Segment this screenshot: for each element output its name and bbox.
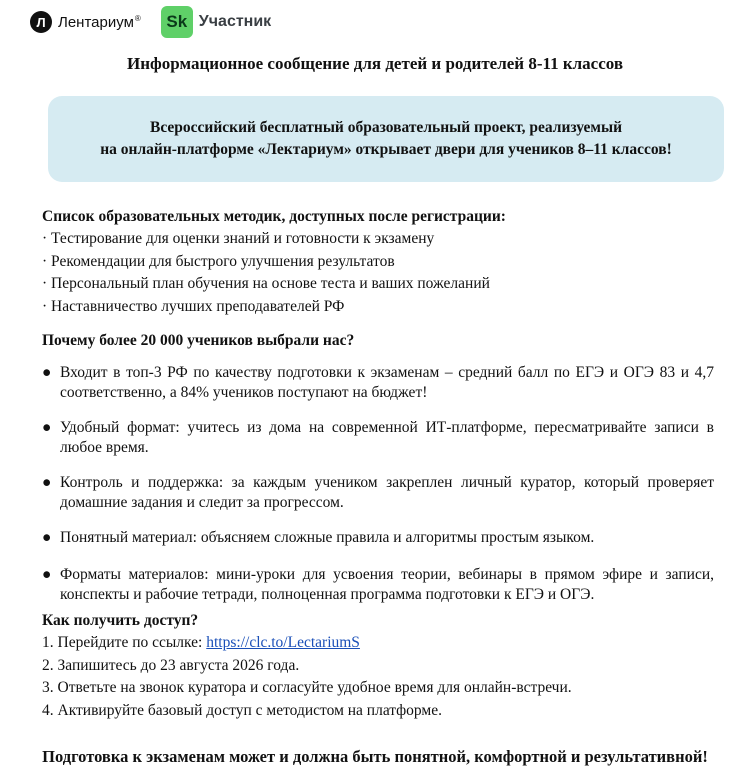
why-item: ● Форматы материалов: мини-уроки для усвоения теории, вебинары в прямом эфире и записи, конспекты и рабочие тетради, полноценная программа подготовки к ЕГЭ и ОГЭ. — [42, 566, 714, 603]
page-title: Информационное сообщение для детей и родителей 8-11 классов — [127, 54, 623, 73]
methods-item: · Рекомендации для быстрого улучшения результатов — [42, 252, 395, 270]
bullet-icon: ● — [42, 419, 52, 436]
header-logos — [30, 6, 271, 38]
registration-link[interactable]: https://clc.to/LectariumS — [206, 634, 360, 651]
intro-banner — [48, 96, 724, 182]
lectarium-name: Лентариум — [58, 13, 134, 31]
skolkovo-logo-icon: Sk — [161, 6, 193, 38]
bullet-icon: ● — [42, 566, 52, 583]
banner-line-1: Всероссийский бесплатный образовательный проект, реализуемый — [149, 119, 623, 136]
lectarium-logo-text — [58, 14, 141, 31]
access-step-1: 1. Перейдите по ссылке: https://clc.to/LectariumS — [42, 634, 360, 651]
bullet-icon: ● — [42, 364, 52, 381]
closing-statement: Подготовка к экзаменам может и должна быть понятной, комфортной и результативной! — [42, 747, 708, 766]
methods-item: · Тестирование для оценки знаний и готовности к экзамену — [42, 230, 435, 247]
why-item: ● Входит в топ-3 РФ по качеству подготовки к экзаменам – средний балл по ЕГЭ и ОГЭ 83 и 4,7 соответственно, а 84% учеников поступают на бюджет! — [42, 364, 714, 401]
bullet-icon: ● — [42, 529, 52, 546]
methods-item: · Персональный план обучения на основе теста и ваших пожеланий — [42, 275, 490, 292]
access-step-3: 3. Ответьте на звонок куратора и согласуйте удобное время для онлайн-встречи. — [42, 679, 572, 696]
methods-heading: Список образовательных методик, доступных после регистрации: — [42, 208, 506, 225]
access-step-4: 4. Активируйте базовый доступ с методистом на платформе. — [42, 701, 442, 719]
bullet-icon: ● — [42, 474, 52, 491]
why-item: ● Понятный материал: объясняем сложные правила и алгоритмы простым языком. — [42, 529, 595, 546]
why-item: ● Удобный формат: учитесь из дома на современной ИТ-платформе, пересматривайте записи в любое время. — [42, 419, 714, 456]
access-step-2: 2. Запишитесь до 23 августа 2026 года. — [42, 656, 300, 674]
lectarium-logo-icon: Л — [30, 11, 52, 33]
skolkovo-participant-label: Участник — [198, 13, 272, 30]
registered-mark: ® — [134, 13, 141, 23]
banner-line-2: на онлайн-платформе «Лектариум» открывает двери для учеников 8–11 классов! — [100, 141, 672, 158]
content — [42, 206, 714, 722]
access-heading: Как получить доступ? — [42, 612, 199, 629]
methods-item: · Наставничество лучших преподавателей РФ — [42, 297, 345, 315]
why-heading: Почему более 20 000 учеников выбрали нас? — [42, 332, 355, 349]
why-item: ● Контроль и поддержка: за каждым учеником закреплен личный куратор, который проверяет домашние задания и следит за прогрессом. — [42, 474, 714, 511]
